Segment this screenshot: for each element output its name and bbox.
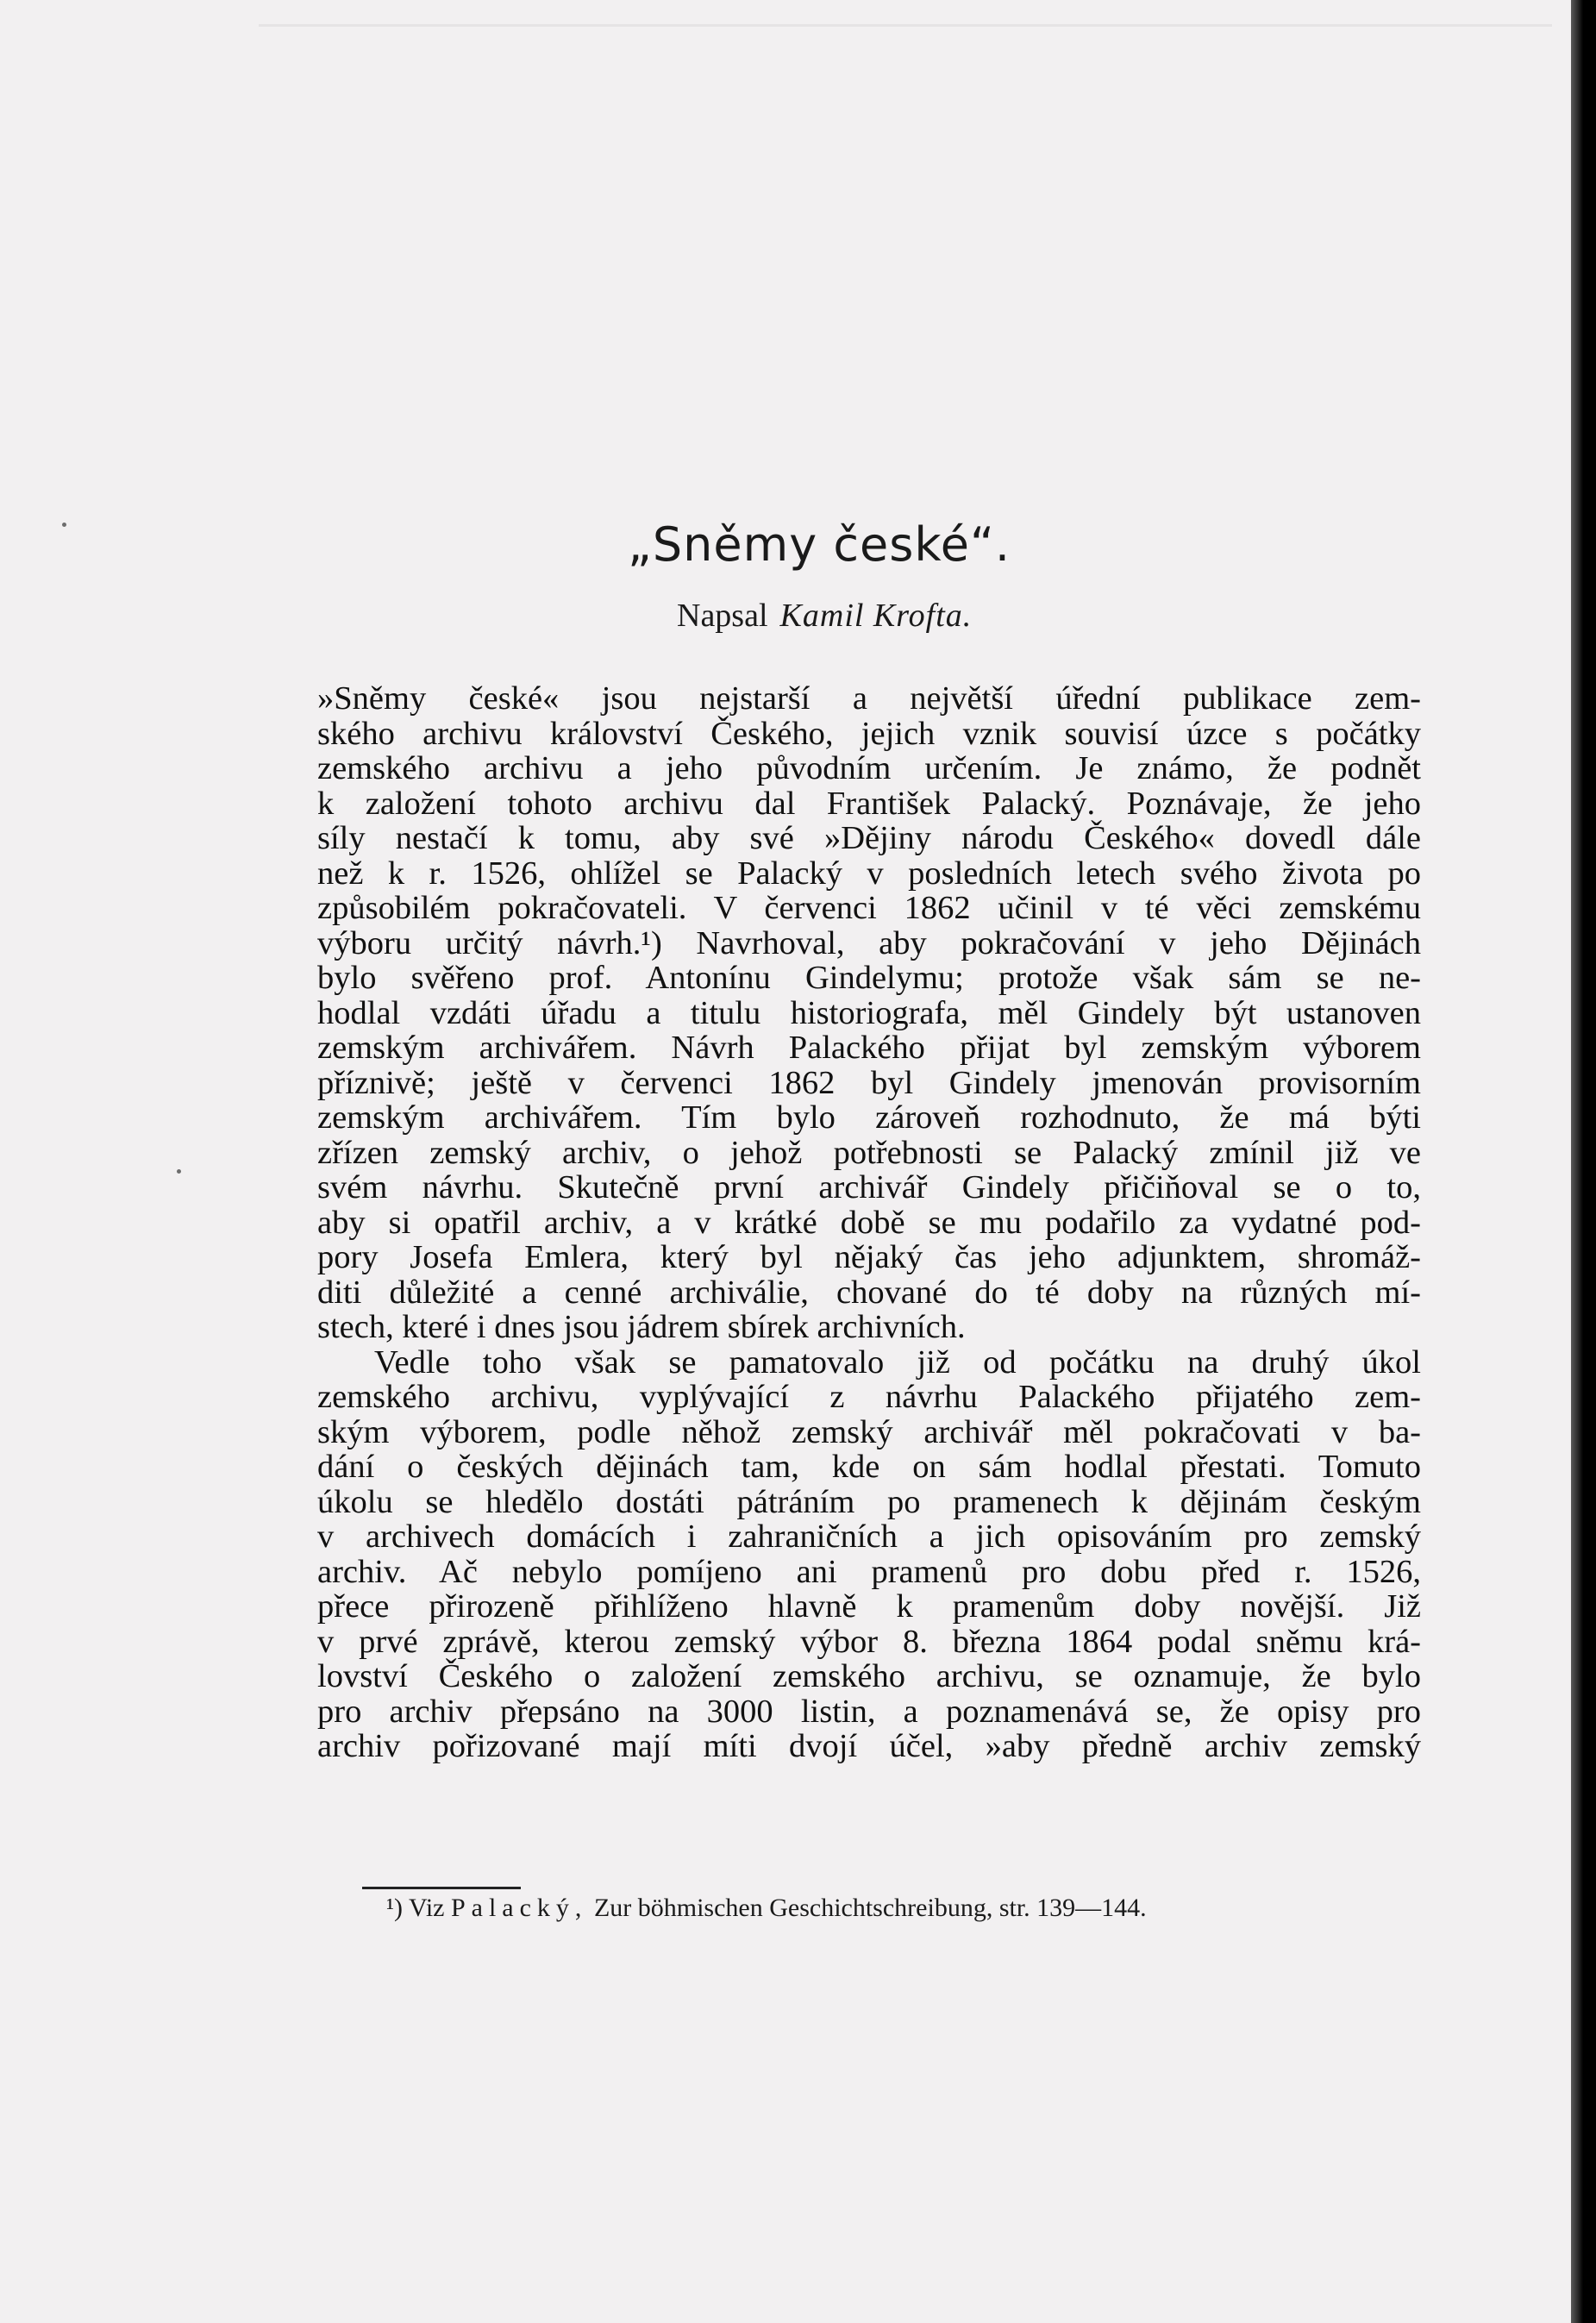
body-text: [317, 681, 1421, 1764]
body-line: pro archiv přepsáno na 3000 listin, a poznamenává se, že opisy pro: [317, 1693, 1421, 1730]
body-line: výboru určitý návrh.¹) Navrhoval, aby pokračování v jeho Dějinách: [317, 924, 1421, 961]
scan-speck: [62, 523, 66, 527]
page-edge-shadow: [1571, 0, 1596, 2323]
byline-prefix: Napsal: [677, 598, 768, 634]
body-line: v prvé zprávě, kterou zemský výbor 8. března 1864 podal sněmu krá-: [317, 1623, 1421, 1660]
body-line: diti důležité a cenné archiválie, chované do té doby na různých mí-: [317, 1274, 1421, 1311]
body-line: zemským archivářem. Tím bylo zároveň rozhodnuto, že má býti: [317, 1099, 1421, 1136]
footnote-marker: ¹): [386, 1894, 403, 1922]
footnote-text-before: Viz: [408, 1894, 445, 1922]
article-title-text: „Sněmy české“.: [627, 517, 1011, 572]
body-line: než k r. 1526, ohlížel se Palacký v posledních letech svého života po: [317, 855, 1421, 892]
body-line: ským výborem, podle něhož zemský archivář měl pokračovati v ba-: [317, 1413, 1421, 1450]
body-line: aby si opatřil archiv, a v krátké době se mu podařilo za vydatné pod-: [317, 1204, 1421, 1241]
body-line: síly nestačí k tomu, aby své »Dějiny národu Českého« dovedl dále: [317, 820, 1421, 856]
body-line: v archivech domácích i zahraničních a jich opisováním pro zemský: [317, 1518, 1421, 1555]
byline: [677, 597, 972, 635]
body-line: Vedle toho však se pamatovalo již od počátku na druhý úkol: [374, 1343, 1421, 1381]
body-line: k založení tohoto archivu dal František Palacký. Poznávaje, že jeho: [317, 785, 1421, 822]
body-line: způsobilém pokračovateli. V červenci 1862 učinil v té věci zemskému: [317, 890, 1421, 926]
body-line: archiv. Ač nebylo pomíjeno ani pramenů pro dobu před r. 1526,: [317, 1553, 1421, 1590]
footnote-text-after: Zur böhmischen Geschichtschreibung, str. 139—144.: [593, 1894, 1147, 1922]
footnote-cited-name: Palacký,: [450, 1894, 588, 1922]
body-line: »Sněmy české« jsou nejstarší a největší úřední publikace zem-: [317, 680, 1421, 717]
body-line: lovství Českého o založení zemského archivu, se oznamuje, že bylo: [317, 1658, 1421, 1694]
footnote-divider: [362, 1887, 521, 1889]
body-line: pory Josefa Emlera, který byl nějaký čas jeho adjunktem, shromáž-: [317, 1239, 1421, 1275]
body-line: hodlal vzdáti úřadu a titulu historiografa, měl Gindely být ustanoven: [317, 994, 1421, 1031]
body-line: přece přirozeně přihlíženo hlavně k pramenům doby novější. Již: [317, 1588, 1421, 1625]
body-line: ského archivu království Českého, jejich vznik souvisí úzce s počátky: [317, 715, 1421, 752]
scan-speck: [177, 1169, 181, 1174]
body-line: archiv pořizované mají míti dvojí účel, »aby předně archiv zemský: [317, 1728, 1421, 1764]
faint-top-line: [259, 24, 1552, 27]
body-line: zemským archivářem. Návrh Palackého přijat byl zemským výborem: [317, 1030, 1421, 1066]
body-line: zemského archivu, vyplývající z návrhu Palackého přijatého zem-: [317, 1379, 1421, 1415]
body-line: zemského archivu a jeho původním určením. Je známo, že podnět: [317, 750, 1421, 786]
footnote: [386, 1894, 1147, 1923]
body-line: dání o českých dějinách tam, kde on sám hodlal přestati. Tomuto: [317, 1449, 1421, 1485]
body-line: příznivě; ještě v červenci 1862 byl Gindely jmenován provisorním: [317, 1064, 1421, 1101]
body-line: bylo svěřeno prof. Antonínu Gindelymu; protože však sám se ne-: [317, 960, 1421, 996]
body-line: úkolu se hledělo dostáti pátráním po pramenech k dějinám českým: [317, 1483, 1421, 1520]
byline-author: Kamil Krofta.: [779, 598, 973, 634]
article-title: [0, 517, 1571, 572]
body-line: stech, které i dnes jsou jádrem sbírek archivních.: [317, 1309, 966, 1345]
body-line: svém návrhu. Skutečně první archivář Gindely přičiňoval se o to,: [317, 1169, 1421, 1205]
body-line: zřízen zemský archiv, o jehož potřebnosti se Palacký zmínil již ve: [317, 1134, 1421, 1171]
